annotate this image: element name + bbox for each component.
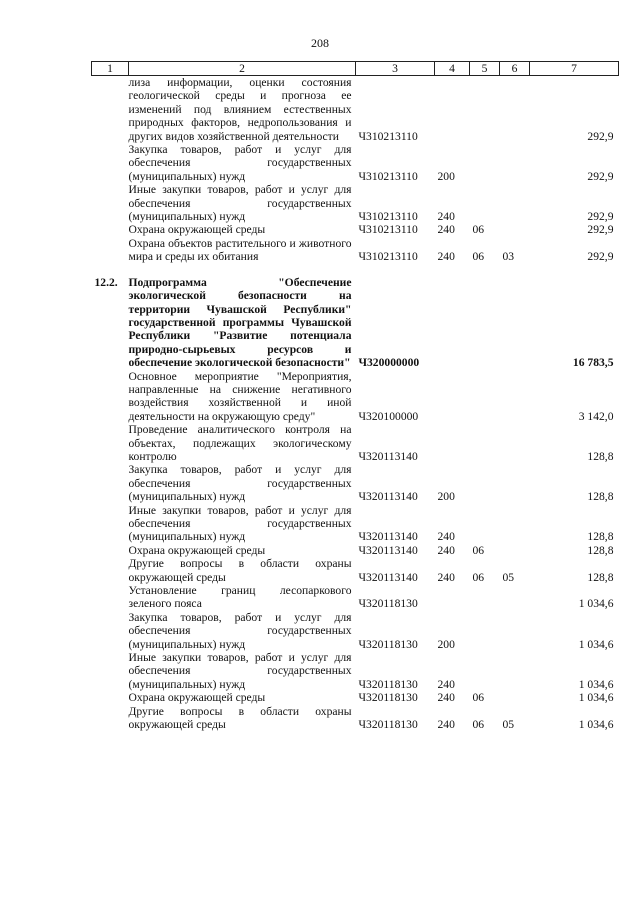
row-number xyxy=(92,223,129,236)
row-amount: 128,8 xyxy=(587,530,614,544)
row-number xyxy=(92,504,129,544)
row-subsection xyxy=(500,183,530,223)
row-amount: 1 034,6 xyxy=(578,718,614,732)
row-number xyxy=(92,463,129,503)
row-subsection xyxy=(500,423,530,463)
row-code: Ч320113140 xyxy=(358,570,418,584)
row-amount: 1 034,6 xyxy=(578,597,614,611)
row-number xyxy=(92,423,129,463)
row-expense-type: 200 xyxy=(437,169,455,183)
row-subsection: 05 xyxy=(502,570,515,584)
row-code: Ч320118130 xyxy=(358,597,418,611)
row-expense-type: 240 xyxy=(437,718,455,732)
row-expense-type: 240 xyxy=(437,223,455,237)
row-subsection xyxy=(500,76,530,144)
row-section xyxy=(470,183,500,223)
table-row xyxy=(92,544,619,557)
row-section: 06 xyxy=(472,570,485,584)
row-section: 06 xyxy=(472,691,485,705)
row-code: Ч320118130 xyxy=(358,677,418,691)
table-row xyxy=(92,611,619,651)
row-code: Ч320118130 xyxy=(358,637,418,651)
row-name: Другие вопросы в области охраны окружающей среды xyxy=(128,704,352,732)
row-number xyxy=(92,557,129,584)
table-row xyxy=(92,557,619,584)
row-code: Ч320118130 xyxy=(358,691,418,705)
row-subsection xyxy=(500,223,530,236)
row-number xyxy=(92,584,129,611)
table-row xyxy=(92,76,619,144)
row-section: 06 xyxy=(472,718,485,732)
row-code: Ч320000000 xyxy=(358,356,420,370)
row-section xyxy=(470,611,500,651)
row-expense-type xyxy=(435,584,470,611)
row-name: Закупка товаров, работ и услуг для обеспечения государственных (муниципальных) нужд xyxy=(128,143,352,183)
row-section: 06 xyxy=(472,543,485,557)
row-name: Закупка товаров, работ и услуг для обеспечения государственных (муниципальных) нужд xyxy=(128,610,352,651)
row-amount: 292,9 xyxy=(587,223,614,237)
column-header: 4 xyxy=(435,62,470,76)
row-expense-type: 240 xyxy=(437,210,455,224)
row-expense-type xyxy=(435,370,470,424)
row-expense-type: 200 xyxy=(437,490,455,504)
row-section xyxy=(470,76,500,144)
row-expense-type: 200 xyxy=(437,637,455,651)
row-number xyxy=(92,691,129,704)
row-subsection xyxy=(500,544,530,557)
row-code: Ч320113140 xyxy=(358,530,418,544)
row-subsection xyxy=(500,276,530,370)
row-expense-type xyxy=(435,76,470,144)
row-number xyxy=(92,611,129,651)
row-code: Ч320113140 xyxy=(358,490,418,504)
row-code: Ч310213110 xyxy=(358,129,418,143)
row-code: Ч310213110 xyxy=(358,210,418,224)
row-amount: 1 034,6 xyxy=(578,677,614,691)
row-number xyxy=(92,544,129,557)
row-expense-type: 240 xyxy=(437,543,455,557)
row-number xyxy=(92,76,129,144)
table-row xyxy=(92,223,619,236)
row-amount: 3 142,0 xyxy=(578,409,614,423)
table-row xyxy=(92,370,619,424)
row-subsection: 05 xyxy=(502,718,515,732)
row-code: Ч320118130 xyxy=(358,718,418,732)
row-expense-type xyxy=(435,276,470,370)
budget-table xyxy=(91,61,619,732)
row-subsection xyxy=(500,504,530,544)
table-row xyxy=(92,237,619,264)
row-number xyxy=(92,183,129,223)
table-body xyxy=(92,76,619,732)
row-subsection xyxy=(500,584,530,611)
row-section xyxy=(470,276,500,370)
row-amount: 292,9 xyxy=(587,169,614,183)
row-subsection xyxy=(500,463,530,503)
row-number xyxy=(92,705,129,732)
row-subsection xyxy=(500,691,530,704)
spacer-row xyxy=(92,264,619,276)
row-amount: 128,8 xyxy=(587,543,614,557)
row-number xyxy=(92,237,129,264)
column-header: 7 xyxy=(530,62,619,76)
table-row xyxy=(92,651,619,691)
row-subsection: 03 xyxy=(502,250,515,264)
row-name: Охрана окружающей среды xyxy=(128,223,266,237)
column-header: 1 xyxy=(92,62,129,76)
row-name: Подпрограмма "Обеспечение экологической безопасности на территории Чувашской Республики" государственной программы Чувашской Республики "Развитие потенциала природно-сырьевых ресурсов и обеспечение экологической безопасности" xyxy=(128,275,352,370)
column-header: 5 xyxy=(470,62,500,76)
row-expense-type: 240 xyxy=(437,677,455,691)
row-amount: 128,8 xyxy=(587,490,614,504)
table-row xyxy=(92,276,619,370)
row-code: Ч310213110 xyxy=(358,223,418,237)
row-number xyxy=(92,143,129,183)
row-name: Закупка товаров, работ и услуг для обеспечения государственных (муниципальных) нужд xyxy=(128,463,352,504)
row-section xyxy=(470,143,500,183)
row-code: Ч320113140 xyxy=(358,449,418,463)
row-subsection xyxy=(500,370,530,424)
row-section: 06 xyxy=(472,250,485,264)
row-name: Охрана окружающей среды xyxy=(128,543,266,557)
row-amount: 128,8 xyxy=(587,449,614,463)
row-section xyxy=(470,423,500,463)
row-amount: 1 034,6 xyxy=(578,691,614,705)
row-subsection xyxy=(500,611,530,651)
row-name: Охрана объектов растительного и животного мира и среды их обитания xyxy=(128,236,352,264)
column-header-row xyxy=(92,62,619,76)
table-row xyxy=(92,691,619,704)
table-row xyxy=(92,143,619,183)
row-name: Иные закупки товаров, работ и услуг для обеспечения государственных (муниципальных) нужд xyxy=(128,651,352,691)
page-number: 208 xyxy=(311,36,329,50)
row-code: Ч320113140 xyxy=(358,543,418,557)
row-name: Другие вопросы в области охраны окружающей среды xyxy=(128,557,352,584)
row-code: Ч320100000 xyxy=(358,409,419,423)
row-name: Основное мероприятие "Мероприятия, направленные на снижение негативного воздействия хозяйственной и иной деятельности на окружающую среду" xyxy=(128,369,352,423)
row-expense-type: 240 xyxy=(437,530,455,544)
spacer-cell xyxy=(92,264,619,276)
column-header: 6 xyxy=(500,62,530,76)
row-section xyxy=(470,651,500,691)
table-row xyxy=(92,423,619,463)
table-row xyxy=(92,463,619,503)
row-name: Установление границ лесопаркового зеленого пояса xyxy=(128,584,352,611)
row-code: Ч310213110 xyxy=(358,169,418,183)
row-expense-type: 240 xyxy=(437,250,455,264)
row-number: 12.2. xyxy=(94,275,118,289)
row-amount: 16 783,5 xyxy=(572,356,614,370)
row-name: лиза информации, оценки состояния геологической среды и прогноза ее изменений под влиянием естественных природных факторов, недропользования и других видов хозяйственной деятельности xyxy=(128,76,352,143)
row-amount: 128,8 xyxy=(587,570,614,584)
column-header: 3 xyxy=(356,62,435,76)
row-name: Охрана окружающей среды xyxy=(128,691,266,705)
row-section xyxy=(470,370,500,424)
row-expense-type: 240 xyxy=(437,691,455,705)
row-section xyxy=(470,584,500,611)
row-name: Иные закупки товаров, работ и услуг для обеспечения государственных (муниципальных) нужд xyxy=(128,183,352,224)
row-expense-type xyxy=(435,423,470,463)
table-row xyxy=(92,504,619,544)
row-subsection xyxy=(500,651,530,691)
row-amount: 292,9 xyxy=(587,129,614,143)
column-header: 2 xyxy=(129,62,356,76)
row-subsection xyxy=(500,143,530,183)
row-amount: 292,9 xyxy=(587,210,614,224)
table-row xyxy=(92,183,619,223)
row-number xyxy=(92,370,129,424)
row-section: 06 xyxy=(472,223,485,237)
row-amount: 1 034,6 xyxy=(578,637,614,651)
row-number xyxy=(92,651,129,691)
row-expense-type: 240 xyxy=(437,570,455,584)
row-name: Иные закупки товаров, работ и услуг для обеспечения государственных (муниципальных) нужд xyxy=(128,503,352,544)
row-code: Ч310213110 xyxy=(358,250,418,264)
row-section xyxy=(470,463,500,503)
row-name: Проведение аналитического контроля на объектах, подлежащих экологическому контролю xyxy=(128,423,352,463)
table-row xyxy=(92,584,619,611)
row-section xyxy=(470,504,500,544)
row-amount: 292,9 xyxy=(587,250,614,264)
table-row xyxy=(92,705,619,732)
